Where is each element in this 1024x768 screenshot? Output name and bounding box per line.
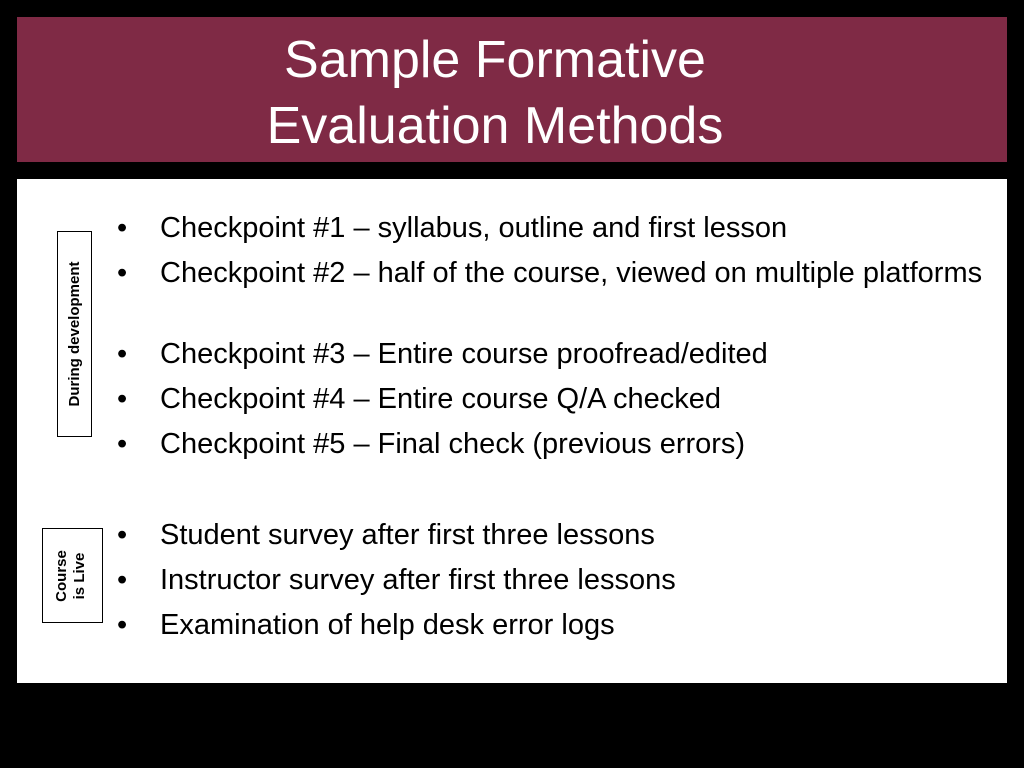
bullet-text: Instructor survey after first three lessons: [160, 564, 676, 596]
slide-title-line-2: Evaluation Methods: [266, 97, 724, 155]
bullet-list: [17, 179, 1007, 683]
bullet-text: Checkpoint #3 – Entire course proofread/edited: [160, 338, 768, 370]
bullet-text: Checkpoint #2 – half of the course, viewed on multiple platforms: [160, 257, 983, 289]
bullet-dot-icon: •: [117, 212, 128, 244]
bullet-dot-icon: •: [117, 338, 128, 370]
bullet-text: Checkpoint #5 – Final check (previous errors): [160, 428, 746, 460]
during-development-label-text: During development: [65, 261, 83, 407]
bullet-text: Checkpoint #1 – syllabus, outline and first lesson: [160, 212, 788, 244]
slide-content-panel: [17, 179, 1007, 683]
bullet-dot-icon: •: [117, 519, 128, 551]
bullet-dot-icon: •: [117, 564, 128, 596]
bullet-dot-icon: •: [117, 257, 128, 289]
course-is-live-label-line-2: is Live: [70, 552, 88, 599]
slide-title-bar: [17, 17, 1007, 162]
bullet-dot-icon: •: [117, 383, 128, 415]
bullet-text: Examination of help desk error logs: [160, 609, 615, 641]
course-is-live-label-line-1: Course: [52, 549, 70, 602]
bullet-dot-icon: •: [117, 609, 128, 641]
slide-title-line-1: Sample Formative: [284, 31, 706, 89]
bullet-dot-icon: •: [117, 428, 128, 460]
bullet-text: Student survey after first three lessons: [160, 519, 655, 551]
bullet-text: Checkpoint #4 – Entire course Q/A checked: [160, 383, 721, 415]
